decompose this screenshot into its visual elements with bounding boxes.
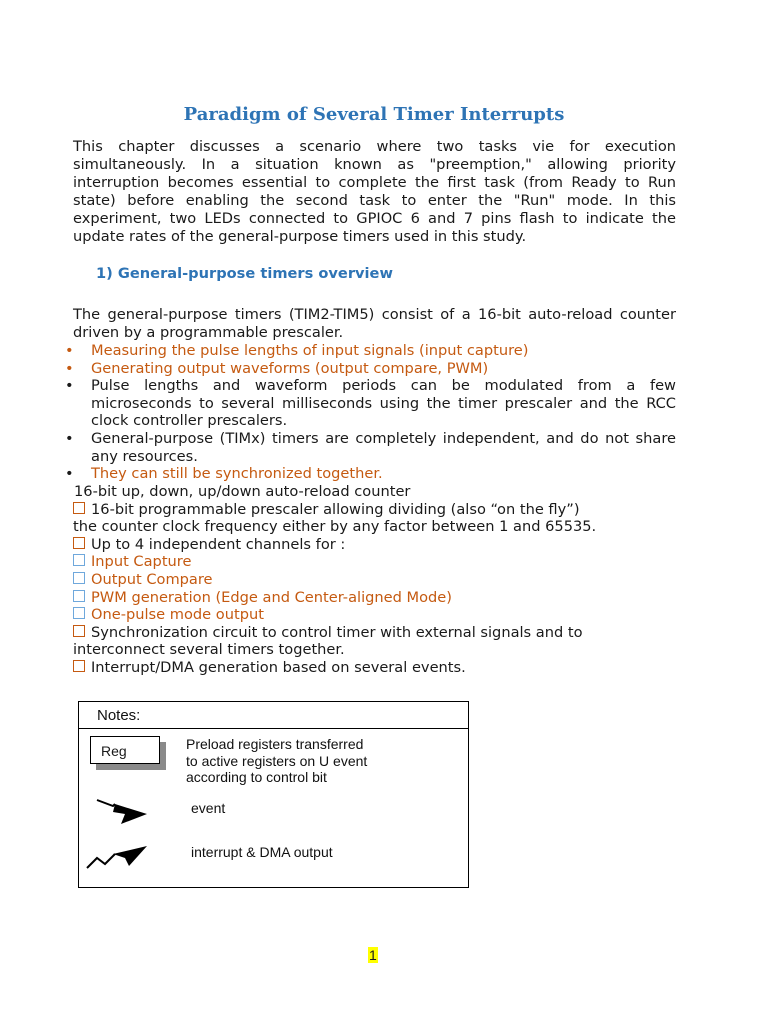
bullet-item: • Measuring the pulse lengths of input signals (input capture) bbox=[65, 342, 529, 359]
pwm-line: PWM generation (Edge and Center-aligned Mode) bbox=[73, 589, 676, 607]
checkbox-glyph-icon bbox=[73, 572, 85, 584]
bullet-dot: • bbox=[65, 429, 74, 447]
page-number: 1 bbox=[369, 947, 377, 963]
bullet-dot: • bbox=[65, 465, 74, 483]
output-compare-line: Output Compare bbox=[73, 571, 676, 589]
reg-symbol: Reg bbox=[90, 736, 160, 764]
bullet-item: • They can still be synchronized together. bbox=[65, 465, 383, 483]
event-label: event bbox=[191, 800, 226, 816]
section-heading: 1) General-purpose timers overview bbox=[96, 265, 393, 282]
sync-line-cont: interconnect several timers together. bbox=[73, 641, 345, 659]
input-capture-line: Input Capture bbox=[73, 553, 676, 571]
one-pulse-line: One-pulse mode output bbox=[73, 606, 676, 624]
prescaler-line-cont: the counter clock frequency either by any factor between 1 and 65535. bbox=[73, 518, 597, 536]
bullet-item: • General-purpose (TIMx) timers are completely independent, and do not share any resources. bbox=[65, 429, 676, 465]
notes-divider bbox=[79, 728, 468, 729]
interrupt-arrow-icon bbox=[85, 842, 149, 872]
timers-paragraph: The general-purpose timers (TIM2-TIM5) consist of a 16-bit auto-reload counter driven by a programmable prescaler. bbox=[73, 306, 676, 341]
sync-line: Synchronization circuit to control timer with external signals and to bbox=[73, 624, 676, 642]
feature-bullet-list bbox=[63, 342, 676, 483]
checkbox-glyph-icon bbox=[73, 537, 85, 549]
checkbox-glyph-icon bbox=[73, 607, 85, 619]
reg-description: Preload registers transferred to active registers on U event according to control bit bbox=[186, 736, 368, 785]
feature-lines bbox=[73, 483, 676, 677]
document-title: Paradigm of Several Timer Interrupts bbox=[183, 104, 565, 126]
bullet-item: • Generating output waveforms (output compare, PWM) bbox=[65, 359, 489, 377]
bullet-dot: • bbox=[65, 342, 74, 359]
interrupt-line: Interrupt/DMA generation based on several events. bbox=[73, 659, 676, 677]
bullet-item: • Pulse lengths and waveform periods can be modulated from a few microseconds to several milliseconds using the timer prescaler and the RCC clock controller prescalers. bbox=[65, 377, 676, 430]
checkbox-glyph-icon bbox=[73, 590, 85, 602]
checkbox-glyph-icon bbox=[73, 554, 85, 566]
checkbox-glyph-icon bbox=[73, 502, 85, 514]
checkbox-glyph-icon bbox=[73, 660, 85, 672]
counter-line: 16-bit up, down, up/down auto-reload counter bbox=[74, 483, 411, 500]
notes-legend-box bbox=[78, 701, 469, 888]
bullet-dot: • bbox=[65, 377, 74, 395]
checkbox-glyph-icon bbox=[73, 625, 85, 637]
notes-title: Notes: bbox=[97, 707, 141, 724]
channels-line: Up to 4 independent channels for : bbox=[73, 536, 676, 554]
interrupt-dma-label: interrupt & DMA output bbox=[191, 844, 333, 860]
event-arrow-icon bbox=[95, 794, 151, 828]
intro-paragraph: This chapter discusses a scenario where two tasks vie for execution simultaneously. In a situation known as "preemption," allowing priority interruption becomes essential to complete the first task (from Ready to Run state) before enabling the second task to enter the "Run" mode. In this experiment, two LEDs connected to GPIOC 6 and 7 pins flash to indicate the update rates of the general-purpose timers used in this study. bbox=[73, 138, 676, 245]
prescaler-line: 16-bit programmable prescaler allowing dividing (also “on the fly”) bbox=[73, 501, 676, 519]
bullet-dot: • bbox=[65, 359, 74, 377]
